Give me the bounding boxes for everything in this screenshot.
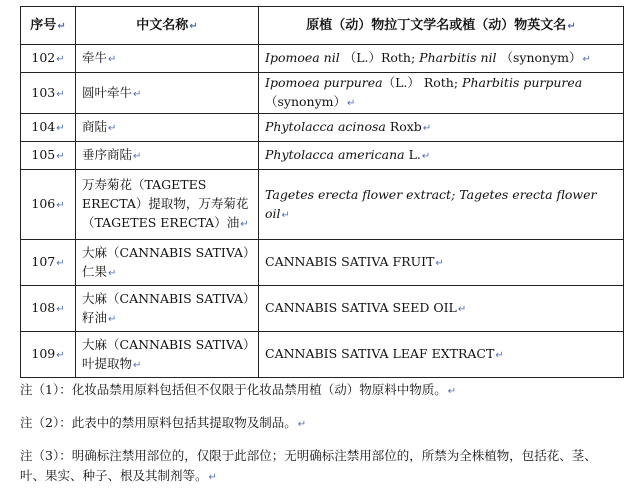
paragraph-mark-icon: ↵ <box>56 151 65 162</box>
paragraph-mark-icon: ↵ <box>57 20 66 32</box>
header-chinese-name: 中文名称↵ <box>76 7 259 45</box>
paragraph-mark-icon: ↵ <box>56 200 65 211</box>
paragraph-mark-icon: ↵ <box>108 54 117 65</box>
paragraph-mark-icon: ↵ <box>422 123 432 134</box>
row-chinese-name: 万寿菊花（TAGETES ERECTA）提取物，万寿菊花（TAGETES ERECTA）油↵ <box>76 170 259 240</box>
paragraph-mark-icon: ↵ <box>457 304 467 315</box>
note-3: 注（3）：明确标注禁用部位的，仅限于此部位；无明确标注禁用部位的，所禁为全株植物，包括花、茎、叶、果实、种子、根及其制剂等。↵ <box>20 448 597 483</box>
paragraph-mark-icon: ↵ <box>56 258 65 269</box>
paragraph-mark-icon: ↵ <box>56 54 65 65</box>
banned-ingredients-table <box>20 6 624 378</box>
table-body <box>21 45 624 378</box>
table-row <box>21 286 624 332</box>
paragraph-mark-icon: ↵ <box>582 54 591 65</box>
paragraph-mark-icon: ↵ <box>281 209 290 221</box>
table-row <box>21 142 624 170</box>
paragraph-mark-icon: ↵ <box>435 258 444 269</box>
paragraph-mark-icon: ↵ <box>133 359 142 371</box>
row-chinese-name: 大麻（CANNABIS SATIVA）籽油↵ <box>76 286 259 332</box>
row-serial-number: 104↵ <box>21 114 76 142</box>
paragraph-mark-icon: ↵ <box>108 267 117 279</box>
row-latin-name: Phytolacca acinosa Roxb↵ <box>259 114 624 142</box>
table-row <box>21 332 624 378</box>
paragraph-mark-icon: ↵ <box>108 313 117 325</box>
paragraph-mark-icon: ↵ <box>297 419 307 430</box>
note-1: 注（1）：化妆品禁用原料包括但不仅限于化妆品禁用植（动）物原料中物质。↵ <box>20 382 457 397</box>
row-chinese-name: 大麻（CANNABIS SATIVA）仁果↵ <box>76 240 259 286</box>
table-row <box>21 45 624 73</box>
paragraph-mark-icon: ↵ <box>56 88 65 100</box>
paragraph-mark-icon: ↵ <box>208 472 217 483</box>
paragraph-mark-icon: ↵ <box>347 98 356 109</box>
row-latin-name: CANNABIS SATIVA SEED OIL↵ <box>259 286 624 332</box>
row-latin-name: Phytolacca americana L.↵ <box>259 142 624 170</box>
header-serial-number: 序号↵ <box>21 7 76 45</box>
row-chinese-name: 垂序商陆↵ <box>76 142 259 170</box>
paragraph-mark-icon: ↵ <box>495 350 504 361</box>
row-latin-name: Ipomoea nil （L.）Roth; Pharbitis nil （synonym）↵ <box>259 45 624 73</box>
row-serial-number: 105↵ <box>21 142 76 170</box>
paragraph-mark-icon: ↵ <box>56 304 65 315</box>
row-latin-name: Ipomoea purpurea（L.） Roth; Pharbitis purpurea （synonym）↵ <box>259 73 624 114</box>
table-row <box>21 240 624 286</box>
paragraph-mark-icon: ↵ <box>108 123 117 134</box>
paragraph-mark-icon: ↵ <box>567 20 576 32</box>
row-chinese-name: 大麻（CANNABIS SATIVA）叶提取物↵ <box>76 332 259 378</box>
note-2: 注（2）：此表中的禁用原料包括其提取物及制品。↵ <box>20 415 307 430</box>
paragraph-mark-icon: ↵ <box>421 151 431 162</box>
row-chinese-name: 圆叶牵牛↵ <box>76 73 259 114</box>
paragraph-mark-icon: ↵ <box>133 88 142 100</box>
row-serial-number: 103↵ <box>21 73 76 114</box>
row-serial-number: 102↵ <box>21 45 76 73</box>
row-latin-name: CANNABIS SATIVA FRUIT↵ <box>259 240 624 286</box>
row-serial-number: 106↵ <box>21 170 76 240</box>
row-serial-number: 108↵ <box>21 286 76 332</box>
row-serial-number: 109↵ <box>21 332 76 378</box>
table-row <box>21 73 624 114</box>
row-chinese-name: 牵牛↵ <box>76 45 259 73</box>
paragraph-mark-icon: ↵ <box>240 219 249 230</box>
paragraph-mark-icon: ↵ <box>56 350 65 361</box>
header-latin-name: 原植（动）物拉丁文学名或植（动）物英文名↵ <box>259 7 624 45</box>
paragraph-mark-icon: ↵ <box>133 151 142 162</box>
paragraph-mark-icon: ↵ <box>189 20 198 32</box>
row-serial-number: 107↵ <box>21 240 76 286</box>
table-header-row <box>21 7 624 45</box>
table-row <box>21 114 624 142</box>
row-latin-name: CANNABIS SATIVA LEAF EXTRACT↵ <box>259 332 624 378</box>
paragraph-mark-icon: ↵ <box>56 123 65 134</box>
row-chinese-name: 商陆↵ <box>76 114 259 142</box>
table-row <box>21 170 624 240</box>
paragraph-mark-icon: ↵ <box>447 386 457 397</box>
row-latin-name: Tagetes erecta flower extract; Tagetes erecta flower oil↵ <box>259 170 624 240</box>
